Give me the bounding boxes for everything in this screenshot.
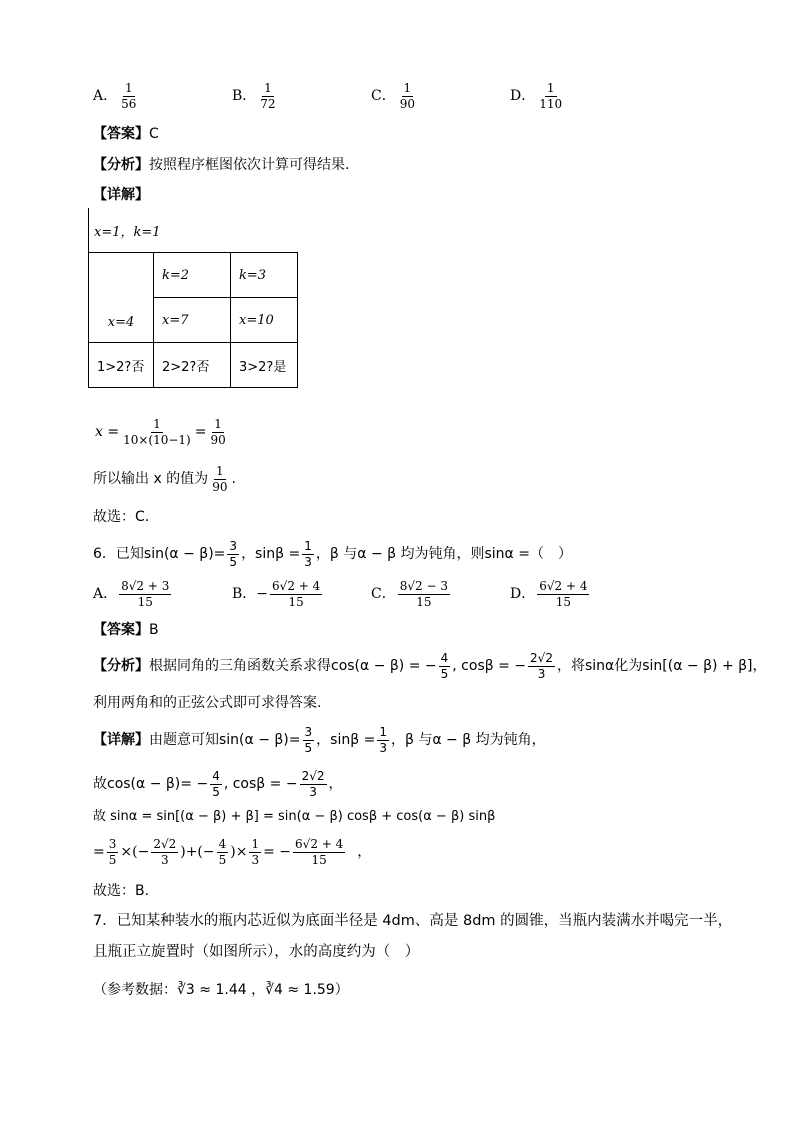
denominator: 15 (416, 594, 432, 609)
numerator: 3 (229, 539, 238, 553)
q5-answer (93, 127, 159, 141)
step-text: 故cos(α − β)= − (93, 776, 209, 793)
q5-detail-label: 【详解】 (93, 187, 149, 203)
denominator: 3 (379, 740, 387, 755)
analysis-fraction (528, 652, 555, 680)
table-cell (154, 253, 231, 298)
output-end: . (231, 471, 236, 488)
step-text: , cosβ = − (223, 776, 298, 793)
step-text: = (93, 844, 105, 861)
numerator: 8√2 − 3 (399, 579, 448, 593)
denominator: 5 (218, 852, 227, 867)
table-cell (154, 343, 231, 388)
q6-option-c (371, 580, 452, 608)
q5-option-c (371, 82, 419, 110)
answer-value: C (149, 126, 159, 142)
q6-answer (93, 623, 159, 637)
numerator: 4 (440, 651, 449, 665)
q6-stem (93, 540, 572, 568)
step-text: = − (263, 844, 292, 861)
denominator: 10×(10−1) (123, 432, 191, 447)
option-fraction (537, 580, 589, 608)
numerator: 4 (218, 837, 227, 851)
numerator: 4 (212, 769, 220, 783)
denominator: 5 (440, 666, 449, 681)
denominator: 5 (229, 554, 238, 569)
init-values: x=1，k=1 (94, 225, 161, 240)
step-text: ， (328, 776, 343, 793)
q5-option-b (232, 82, 280, 110)
option-fraction (398, 580, 450, 608)
numerator: 1 (546, 81, 555, 95)
denominator: 90 (399, 96, 415, 111)
denominator: 15 (137, 594, 153, 609)
cell-text: k=3 (239, 267, 267, 283)
calc-table (88, 252, 298, 388)
analysis-text: ，将sinα化为sin[(α − β) + β]， (556, 658, 767, 675)
step-fraction (249, 838, 261, 866)
denominator: 110 (539, 96, 563, 111)
numerator: 2√2 (530, 651, 553, 665)
output-fraction (210, 465, 229, 493)
formula-fraction (121, 418, 193, 446)
q5-formula (95, 418, 230, 446)
denominator: 3 (309, 784, 317, 799)
numerator: 1 (304, 539, 312, 553)
stem-text: ，sinβ = (241, 546, 301, 563)
init-box-border (88, 208, 89, 252)
table-row (89, 343, 298, 388)
detail-text: ，β 与α − β 均为钝角， (390, 732, 546, 749)
cell-text: 2>2?否 (162, 359, 210, 375)
stem-text: 6．已知sin(α − β)= (93, 546, 226, 563)
option-letter: C． (371, 88, 396, 105)
table-cell (231, 298, 298, 343)
table-cell (231, 343, 298, 388)
analysis-text: , cosβ = − (452, 658, 527, 675)
q7-line1: 7．已知某种装水的瓶内芯近似为底面半径是 4dm、高是 8dm 的圆锥，当瓶内装满水并喝完一半， (93, 913, 733, 929)
option-letter: D． (510, 88, 536, 105)
step-fraction (293, 838, 345, 866)
q5-option-a (93, 82, 140, 110)
table-row (89, 253, 298, 298)
numerator: 6√2 + 4 (295, 837, 344, 851)
step-text: )+(− (180, 844, 215, 861)
denominator: 90 (210, 432, 226, 447)
numerator: 1 (264, 81, 272, 95)
numerator: 6√2 + 4 (539, 579, 588, 593)
denominator: 3 (251, 852, 260, 867)
step-text: ， (357, 844, 372, 861)
option-fraction (119, 580, 171, 608)
denominator: 15 (555, 594, 571, 609)
denominator: 3 (537, 666, 546, 681)
cell-text: x=7 (162, 312, 189, 328)
option-letter: D． (510, 586, 536, 603)
cell-text: x=4 (107, 315, 135, 330)
numerator: 1 (153, 417, 161, 431)
option-fraction (398, 82, 417, 110)
denominator: 5 (108, 852, 117, 867)
q6-conclusion: 故选：B. (93, 883, 150, 899)
q5-option-d (510, 82, 566, 110)
option-letter: B． (232, 586, 257, 603)
denominator: 3 (304, 554, 312, 569)
cell-text: 1>2?否 (97, 359, 145, 375)
equals: = (194, 424, 207, 441)
analysis-text: 按照程序框图依次计算可得结果. (149, 157, 350, 173)
stem-fraction (302, 540, 314, 568)
answer-value: B (149, 622, 159, 638)
detail-fraction (377, 726, 389, 754)
q5-conclusion: 故选：C. (93, 509, 150, 525)
q6-analysis (93, 652, 767, 680)
numerator: 1 (251, 837, 260, 851)
option-fraction (537, 82, 564, 110)
stem-fraction (227, 540, 239, 568)
numerator: 1 (216, 464, 224, 478)
numerator: 2√2 (153, 837, 177, 851)
option-letter: A． (93, 586, 118, 603)
table-cell (154, 298, 231, 343)
table-cell (231, 253, 298, 298)
q6-option-b (232, 580, 324, 608)
numerator: 1 (403, 81, 412, 95)
q5-output (93, 465, 236, 493)
numerator: 6√2 + 4 (272, 579, 321, 593)
detail-text: 由题意可知sin(α − β)= (149, 732, 301, 749)
q6-detail (93, 726, 546, 754)
denominator: 56 (121, 96, 137, 111)
cell-text: 3>2?是 (239, 359, 287, 375)
numerator: 1 (379, 725, 387, 739)
denominator: 90 (212, 479, 228, 494)
step-fraction (107, 838, 119, 866)
table-cell (89, 343, 154, 388)
option-letter: A． (93, 88, 118, 105)
analysis-text: 根据同角的三角函数关系求得cos(α − β) = − (149, 658, 437, 675)
numerator: 3 (304, 725, 313, 739)
answer-label: 【答案】 (93, 126, 149, 142)
answer-label: 【答案】 (93, 622, 149, 638)
q6-analysis-line2: 利用两角和的正弦公式即可求得答案. (93, 695, 322, 711)
denominator: 3 (160, 852, 169, 867)
numerator: 2√2 (301, 769, 325, 783)
option-fraction (258, 82, 277, 110)
formula-result (208, 418, 227, 446)
cell-text: k=2 (162, 267, 190, 283)
detail-fraction (303, 726, 315, 754)
table-cell (89, 253, 154, 343)
step-fraction (300, 770, 327, 798)
step-text: )× (230, 844, 248, 861)
q5-analysis (93, 158, 349, 172)
option-fraction (270, 580, 322, 608)
q7-reference: （参考数据：∛3 ≈ 1.44 ，∛4 ≈ 1.59） (93, 982, 349, 998)
cell-text: x=10 (239, 312, 274, 328)
q6-option-a (93, 580, 173, 608)
numerator: 1 (124, 81, 133, 95)
option-sign: − (256, 586, 269, 603)
q6-step2: 故 sinα = sin[(α − β) + β] = sin(α − β) cosβ + cos(α − β) sinβ (93, 809, 496, 824)
denominator: 72 (260, 96, 276, 111)
step-fraction (210, 770, 222, 798)
q6-step1 (93, 770, 343, 798)
stem-text: ，β 与α − β 均为钝角，则sinα =（ ） (315, 546, 572, 563)
analysis-fraction (439, 652, 451, 680)
analysis-label: 【分析】 (93, 658, 149, 675)
step-fraction (217, 838, 229, 866)
analysis-label: 【分析】 (93, 157, 149, 173)
q6-step3 (93, 838, 371, 866)
numerator: 8√2 + 3 (121, 579, 170, 593)
denominator: 15 (288, 594, 304, 609)
denominator: 5 (212, 784, 220, 799)
detail-label: 【详解】 (93, 732, 149, 749)
detail-text: ，sinβ = (316, 732, 376, 749)
denominator: 15 (311, 852, 327, 867)
denominator: 5 (304, 740, 313, 755)
step-text: ×(− (120, 844, 150, 861)
option-letter: C． (371, 586, 396, 603)
numerator: 3 (108, 837, 117, 851)
option-fraction (119, 82, 138, 110)
q7-line2: 且瓶正立旋置时（如图所示），水的高度约为（ ） (93, 944, 420, 960)
numerator: 1 (214, 417, 222, 431)
output-text: 所以输出 x 的值为 (93, 471, 209, 488)
formula-lhs: x = (95, 424, 120, 441)
option-letter: B． (232, 88, 257, 105)
q6-option-d (510, 580, 591, 608)
step-fraction (151, 838, 178, 866)
